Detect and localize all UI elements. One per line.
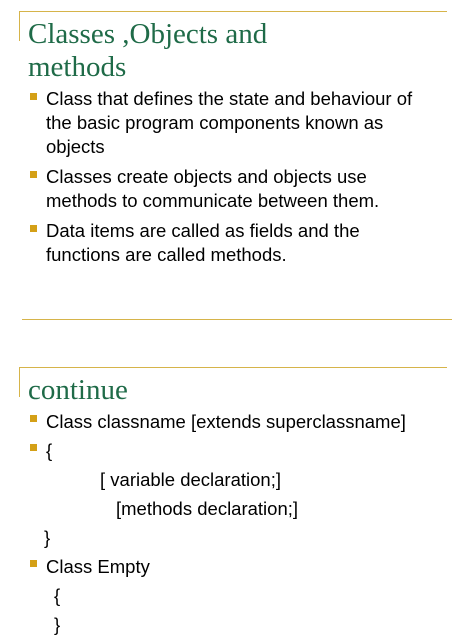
square-bullet-icon bbox=[30, 560, 37, 567]
list-item: { bbox=[28, 436, 460, 465]
slide-2 bbox=[0, 320, 474, 635]
slide-title-line2: methods bbox=[28, 51, 127, 83]
list-item: Classes create objects and objects use methods to communicate between them. bbox=[28, 165, 460, 213]
code-line: } bbox=[54, 614, 61, 635]
code-list bbox=[28, 407, 460, 639]
slide-top-rule bbox=[19, 367, 447, 368]
square-bullet-icon bbox=[30, 225, 37, 232]
list-item: Class that defines the state and behaviour of the basic program components known as objects bbox=[28, 87, 460, 159]
square-bullet-icon bbox=[30, 171, 37, 178]
square-bullet-icon bbox=[30, 444, 37, 451]
bullet-list bbox=[28, 87, 460, 267]
code-line: } bbox=[44, 527, 51, 548]
list-item: Class Empty bbox=[28, 552, 460, 581]
list-item: Data items are called as fields and the functions are called methods. bbox=[28, 219, 460, 267]
slide-title bbox=[28, 18, 267, 84]
slide-side-rule bbox=[19, 367, 20, 397]
code-line: [methods declaration;] bbox=[116, 498, 299, 519]
square-bullet-icon bbox=[30, 93, 37, 100]
slide-title-line1: Classes ,Objects and bbox=[28, 18, 268, 50]
code-line: { bbox=[54, 585, 61, 606]
slide-top-rule bbox=[19, 11, 447, 12]
square-bullet-icon bbox=[30, 415, 37, 422]
list-item: Class classname [extends superclassname] bbox=[28, 407, 460, 436]
slide-title: continue bbox=[28, 374, 128, 406]
code-line: [ variable declaration;] bbox=[100, 469, 281, 490]
slide-side-rule bbox=[19, 11, 20, 41]
